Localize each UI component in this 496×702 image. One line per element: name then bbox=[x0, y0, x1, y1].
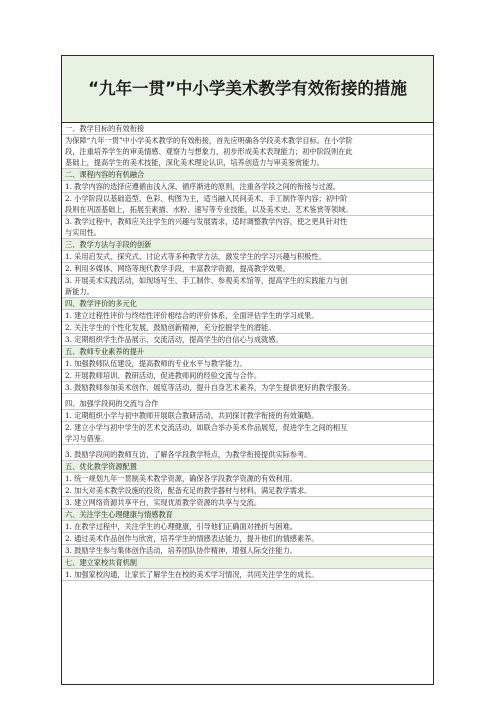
text-line: 3. 鼓励学段间的教师互访，了解各学段教学特点，为教学衔接提供实际参考。 bbox=[62, 449, 433, 461]
section-heading: 二、课程内容的有机融合 bbox=[62, 169, 433, 181]
text-line: 2. 关注学生的个性化发展，鼓励创新精神，充分挖掘学生的潜能。 bbox=[62, 322, 433, 334]
text-line: 1. 教学内容的选择应遵循由浅入深、循序渐进的原则，注重各学段之间的衔接与过渡。 bbox=[62, 181, 433, 193]
text-line: 四、加强学段间的交流与合作 bbox=[62, 398, 433, 410]
text-line: 1. 定期组织小学与初中教师开展联合教研活动，共同探讨教学衔接的有效策略。 bbox=[62, 410, 433, 422]
section-heading: 七、建立家校共育机制 bbox=[62, 557, 433, 569]
document-body bbox=[62, 123, 433, 581]
text-line: 3. 定期组织学生作品展示、交流活动，提高学生的自信心与成就感。 bbox=[62, 334, 433, 346]
text-line: 1. 在教学过程中，关注学生的心理健康，引导他们正确面对挫折与困难。 bbox=[62, 521, 433, 533]
text-line: 2. 通过美术作品创作与欣赏，培养学生的情感表达能力，提升他们的情感素养。 bbox=[62, 533, 433, 545]
text-line: 3. 鼓励教师参加美术创作、展览等活动，提升自身艺术素养，为学生提供更好的教学服务。 bbox=[62, 382, 433, 394]
text-line: 3. 鼓励学生参与集体创作活动，培养团队协作精神，增强人际交往能力。 bbox=[62, 545, 433, 557]
text-line: 2. 开展教师培训、教研活动，促进教师间的经验交流与合作。 bbox=[62, 370, 433, 382]
text-line: 一、教学目标的有效衔接 bbox=[62, 123, 433, 135]
text-line: 1. 统一规划九年一贯制美术教学资源，确保各学段教学资源的有效利用。 bbox=[62, 473, 433, 485]
text-line: 与实用性。 bbox=[62, 227, 433, 239]
text-line: 1. 采用启发式、探究式、讨论式等多种教学方法，激发学生的学习兴趣与积极性。 bbox=[62, 251, 433, 263]
text-line: 1. 加强教师队伍建设，提高教师的专业水平与教学能力。 bbox=[62, 358, 433, 370]
text-line: 3. 教学过程中，教师应关注学生的兴趣与发展需求，适时调整教学内容，使之更具针对性 bbox=[65, 217, 348, 226]
text-line: 2. 利用多媒体、网络等现代教学手段，丰富教学资源，提高教学效果。 bbox=[62, 263, 433, 275]
section-heading: 五、优化教学资源配置 bbox=[62, 461, 433, 473]
text-line: 新能力。 bbox=[62, 286, 433, 298]
text-line: 1. 建立过程性评价与终结性评价相结合的评价体系，全面评估学生的学习成果。 bbox=[62, 310, 433, 322]
text-line: 2. 加大对美术教学设施的投资，配备充足的教学器材与材料，满足教学需求。 bbox=[62, 485, 433, 497]
text-line: 3. 建立网络资源共享平台，实现优质教学资源的共享与交流。 bbox=[62, 497, 433, 509]
text-line: 段，注重培养学生的审美情感、观察力与想象力，初步形成美术表现能力；初中阶段则在此 bbox=[65, 147, 353, 156]
section-heading: 三、教学方法与手段的创新 bbox=[62, 239, 433, 251]
title-band bbox=[62, 56, 433, 123]
text-line: 学习与借鉴。 bbox=[62, 433, 433, 445]
text-line: 1. 加强家校沟通，让家长了解学生在校的美术学习情况，共同关注学生的成长。 bbox=[62, 569, 433, 581]
text-line: 2. 小学阶段以基础造型、色彩、构图为主，适当融入民间美术、手工制作等内容；初中阶 bbox=[65, 194, 348, 203]
text-line: 基础上，提高学生的美术技能，深化美术理论认识，培养创造力与审美鉴赏能力。 bbox=[62, 157, 433, 169]
text-line: 为保障“九年一贯”中小学美术教学的有效衔接，首先应明确各学段美术教学目标。在小学阶 bbox=[65, 136, 353, 145]
text-line: 3. 开展美术实践活动，如现场写生、手工制作、参观美术馆等，提高学生的实践能力与创 bbox=[65, 276, 348, 285]
text-line: 2. 建立小学与初中学生的艺术交流活动，如联合举办美术作品展览，促进学生之间的相互 bbox=[65, 423, 348, 432]
document-frame bbox=[61, 55, 434, 685]
section-heading: 五、教师专业素养的提升 bbox=[62, 346, 433, 358]
section-heading: 四、教学评价的多元化 bbox=[62, 298, 433, 310]
section-heading: 六、关注学生心理健康与情感教育 bbox=[62, 509, 433, 521]
document-title: “九年一贯”中小学美术教学有效衔接的措施 bbox=[88, 79, 407, 98]
text-line: 段则在巩固基础上，拓展至素描、水粉、速写等专业技能，以及美术史、艺术鉴赏等领域。 bbox=[62, 204, 433, 216]
